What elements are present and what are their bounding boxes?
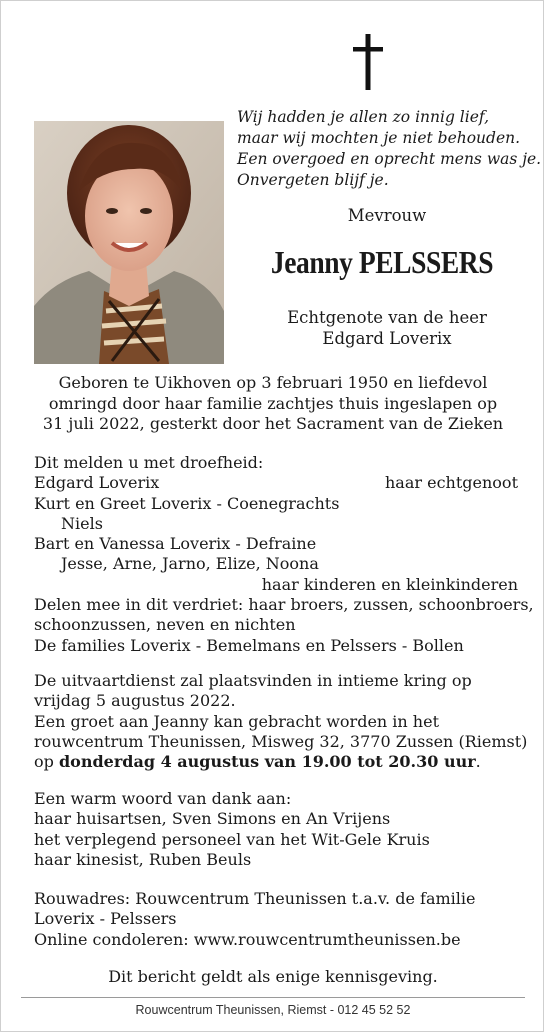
thanks-line: haar huisartsen, Sven Simons en An Vrijens (34, 809, 391, 829)
husband-name: Edgard Loverix (34, 473, 160, 493)
spouse-info (237, 307, 537, 349)
spouse-line: Edgard Loverix (322, 329, 452, 348)
online-condolence: Online condoleren: www.rouwcentrumtheunissen.be (34, 929, 461, 949)
cross-icon (343, 34, 393, 90)
families-line: De families Loverix - Bemelmans en Pelssers - Bollen (34, 635, 464, 655)
poem-line: Onvergeten blijf je. (237, 171, 389, 189)
thanks-line: haar kinesist, Ruben Beuls (34, 849, 252, 869)
visit-prefix: op (34, 752, 59, 772)
portrait-photo (34, 121, 224, 364)
spouse-line: Echtgenote van de heer (287, 308, 487, 327)
service-line: rouwcentrum Theunissen, Misweg 32, 3770 Zussen (Riemst) (34, 731, 528, 751)
husband-row (34, 473, 518, 493)
visit-time: donderdag 4 augustus van 19.00 tot 20.30 uur (58, 752, 476, 772)
service-line: Een groet aan Jeanny kan gebracht worden in het (34, 711, 440, 731)
born-line: Geboren te Uikhoven op 3 februari 1950 en liefdevol (58, 373, 488, 392)
poem-line: maar wij mochten je niet behouden. (237, 129, 521, 147)
born-line: omringd door haar familie zachtjes thuis ingeslapen op (48, 393, 498, 413)
thanks-intro: Een warm woord van dank aan: (34, 789, 292, 808)
address-line: Loverix - Pelssers (34, 909, 177, 929)
visit-line (34, 752, 514, 772)
deceased-name: Jeanny PELSSERS (270, 244, 494, 280)
husband-role: haar echtgenoot (385, 473, 518, 493)
birth-death-info (21, 373, 525, 435)
born-line: 31 juli 2022, gesterkt door het Sacrament van de Zieken (42, 414, 504, 433)
family-intro: Dit melden u met droefheid: (34, 453, 264, 472)
poem-line: Wij hadden je allen zo innig lief, (237, 108, 489, 126)
contact-section (34, 889, 514, 950)
thanks-line: het verplegend personeel van het Wit-Gele Kruis (34, 829, 430, 849)
service-section (34, 671, 528, 772)
service-line: De uitvaartdienst zal plaatsvinden in intieme kring op (34, 671, 472, 690)
grandchildren-line: Niels (61, 513, 103, 533)
share-line: Delen mee in dit verdriet: haar broers, zussen, schoonbroers, (34, 595, 534, 615)
child-line: Bart en Vanessa Loverix - Defraine (34, 534, 317, 554)
service-line: vrijdag 5 augustus 2022. (34, 691, 236, 711)
poem (237, 107, 542, 191)
funeral-home: Rouwcentrum Theunissen, Riemst - 012 45 52 52 (135, 1003, 411, 1017)
visit-suffix: . (475, 752, 481, 772)
notice: Dit bericht geldt als enige kennisgeving. (108, 967, 438, 986)
salutation: Mevrouw (347, 206, 427, 225)
divider (21, 997, 525, 998)
thanks-section (34, 789, 514, 870)
poem-line: Een overgoed en oprecht mens was je. (237, 150, 542, 168)
grandchildren-line: Jesse, Arne, Jarno, Elize, Noona (61, 554, 319, 574)
address-line: Rouwadres: Rouwcentrum Theunissen t.a.v. de familie (34, 889, 476, 908)
family-section (34, 453, 534, 656)
share-line: schoonzussen, neven en nichten (34, 615, 296, 635)
child-line: Kurt en Greet Loverix - Coenegrachts (34, 493, 340, 513)
children-role: haar kinderen en kleinkinderen (261, 574, 518, 594)
